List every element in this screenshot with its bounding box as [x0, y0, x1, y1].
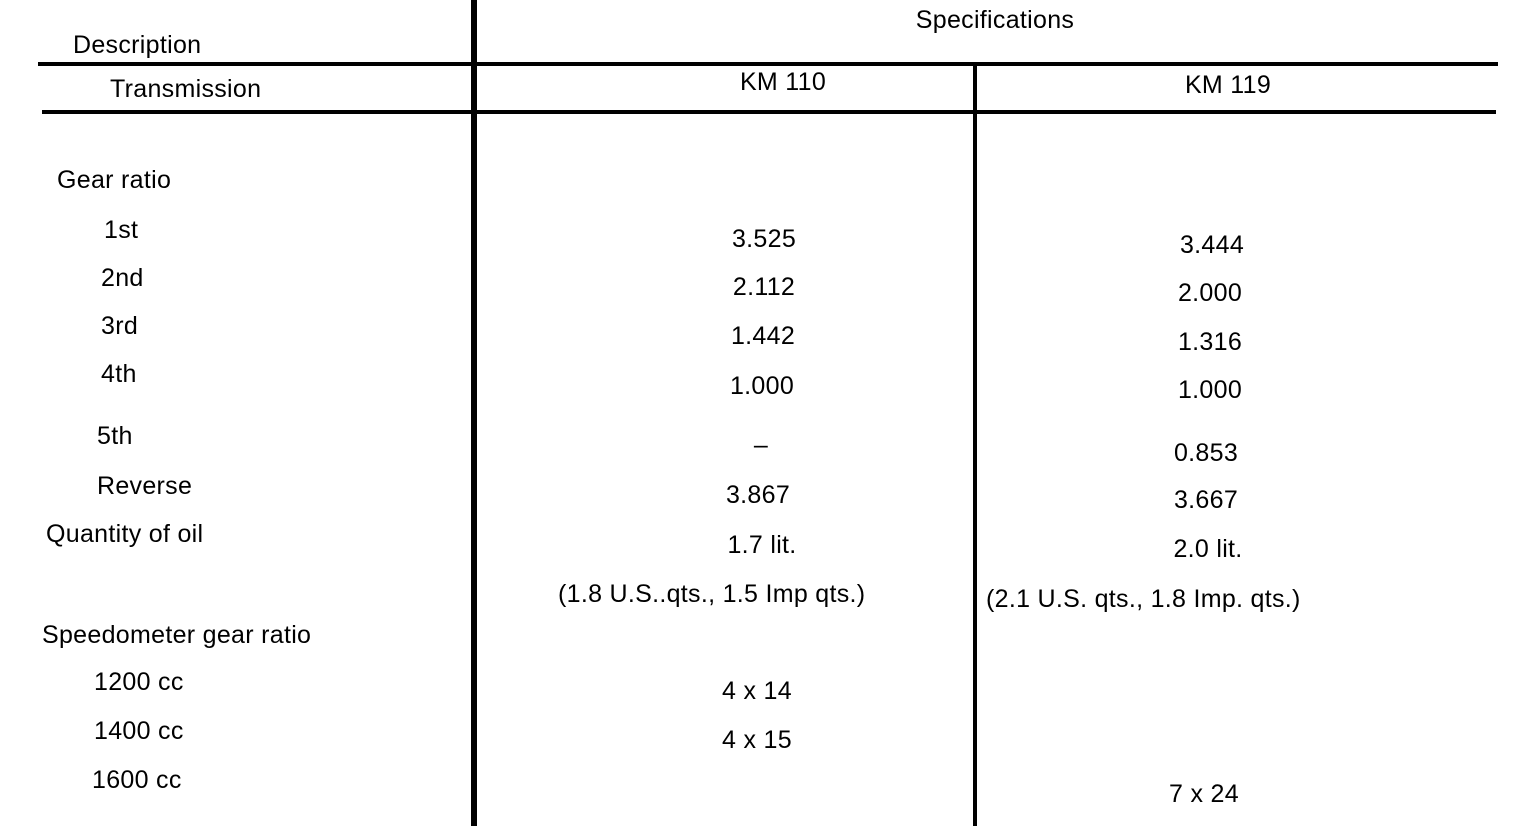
engine-size-label: 1600 cc	[92, 766, 182, 794]
gear-label: 4th	[101, 360, 137, 388]
description-column-divider	[471, 0, 477, 826]
oil-km110-alt-units: (1.8 U.S..qts., 1.5 Imp qts.)	[558, 580, 866, 608]
gear-label: Reverse	[97, 472, 193, 500]
km110-value: –	[753, 431, 769, 459]
oil-km110-value: 1.7 lit.	[727, 531, 797, 559]
header-transmission: Transmission	[110, 75, 262, 103]
km110-value: 3.867	[725, 481, 791, 509]
gear-label: 2nd	[101, 264, 144, 292]
engine-size-label: 1200 cc	[94, 668, 184, 696]
km119-value: 0.853	[1173, 439, 1239, 467]
km110-value: 3.525	[731, 225, 797, 253]
gear-label: 3rd	[101, 312, 139, 340]
gear-label: 1st	[104, 216, 139, 244]
km119-value: 1.000	[1177, 376, 1243, 404]
model-column-divider	[973, 64, 977, 826]
km119-value: 2.000	[1177, 279, 1243, 307]
oil-km119-value: 2.0 lit.	[1173, 535, 1243, 563]
header-model-km119: KM 119	[1184, 71, 1272, 99]
km119-value: 3.667	[1173, 486, 1239, 514]
header-description: Description	[73, 31, 202, 59]
header-bottom-rule	[42, 110, 1496, 114]
km119-value: 3.444	[1179, 231, 1245, 259]
engine-size-label: 1400 cc	[94, 717, 184, 745]
header-top-rule	[38, 62, 1498, 66]
km110-value: 1.000	[729, 372, 795, 400]
km110-value: 2.112	[732, 273, 796, 301]
speedometer-km119-value: 7 x 24	[1169, 780, 1239, 808]
oil-km119-alt-units: (2.1 U.S. qts., 1.8 Imp. qts.)	[986, 585, 1301, 613]
gear-label: 5th	[97, 422, 133, 450]
km110-value: 1.442	[730, 322, 796, 350]
header-specifications: Specifications	[915, 6, 1075, 34]
speedometer-km110-value: 4 x 14	[722, 677, 792, 705]
gear-ratio-label: Gear ratio	[57, 166, 172, 194]
km119-value: 1.316	[1177, 328, 1243, 356]
speedometer-label: Speedometer gear ratio	[42, 621, 312, 649]
header-model-km110: KM 110	[739, 68, 827, 96]
oil-quantity-label: Quantity of oil	[46, 520, 204, 548]
speedometer-km110-value: 4 x 15	[722, 726, 792, 754]
